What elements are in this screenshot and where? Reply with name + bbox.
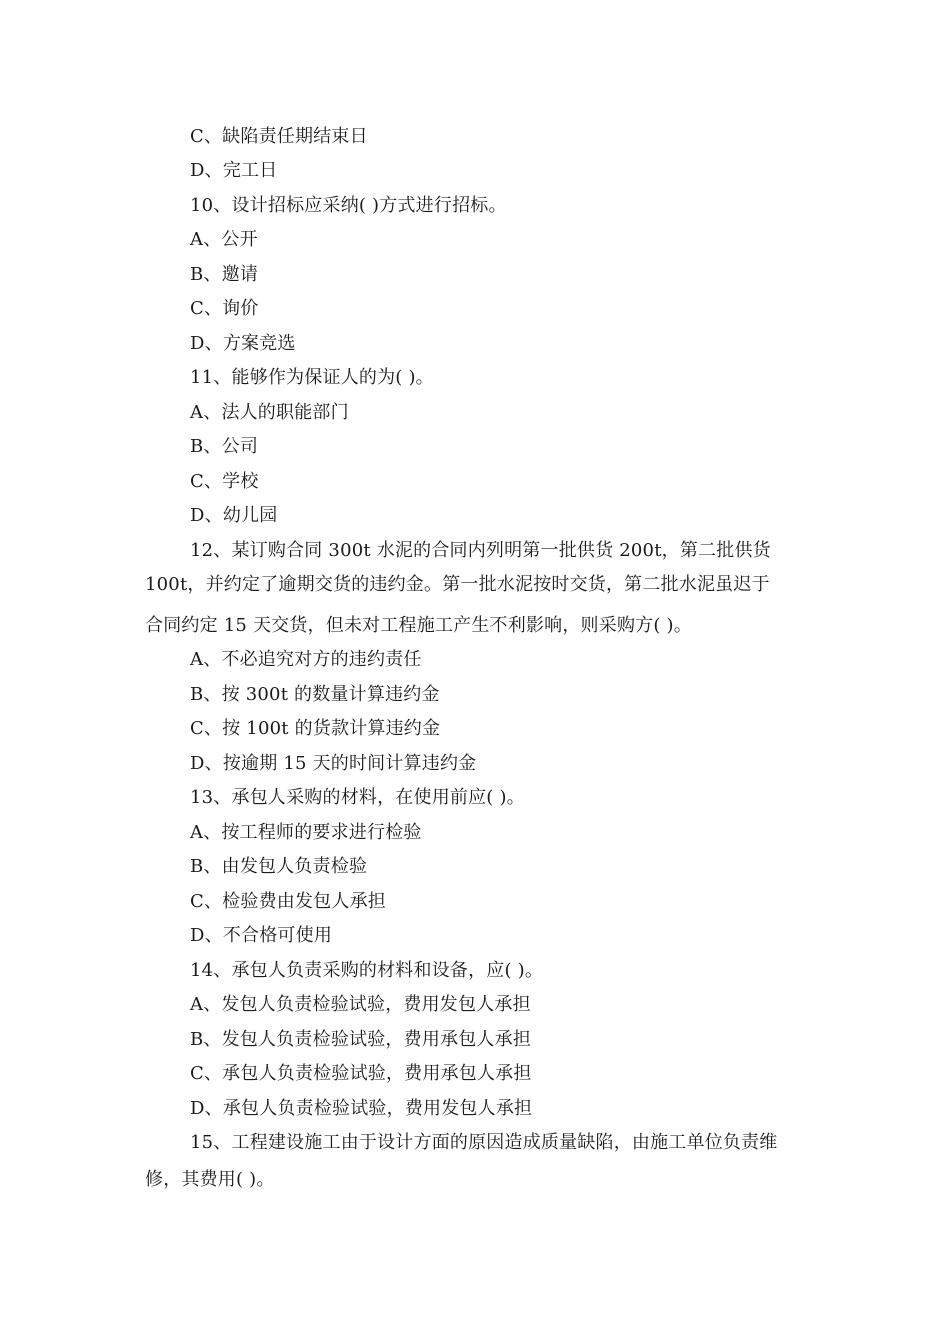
question-14: 14、承包人负责采购的材料和设备，应( )。 bbox=[190, 960, 544, 981]
question-12-line-3: 合同约定 15 天交货，但未对工程施工产生不利影响，则采购方( )。 bbox=[145, 615, 692, 636]
option-9c: C、缺陷责任期结束日 bbox=[190, 126, 368, 147]
option-14b: B、发包人负责检验试验，费用承包人承担 bbox=[190, 1029, 532, 1050]
option-12c: C、按 100t 的货款计算违约金 bbox=[190, 718, 441, 739]
option-14c: C、承包人负责检验试验，费用承包人承担 bbox=[190, 1063, 532, 1084]
question-11: 11、能够作为保证人的为( )。 bbox=[190, 367, 434, 388]
option-13b: B、由发包人负责检验 bbox=[190, 856, 368, 877]
option-10b: B、邀请 bbox=[190, 264, 259, 285]
option-10c: C、询价 bbox=[190, 298, 259, 319]
option-12d: D、按逾期 15 天的时间计算违约金 bbox=[190, 753, 477, 774]
option-13c: C、检验费由发包人承担 bbox=[190, 891, 386, 912]
option-13d: D、不合格可使用 bbox=[190, 925, 333, 946]
question-12-line-1: 12、某订购合同 300t 水泥的合同内列明第一批供货 200t，第二批供货 bbox=[190, 540, 771, 561]
option-11d: D、幼儿园 bbox=[190, 505, 278, 526]
option-12a: A、不必追究对方的违约责任 bbox=[190, 649, 422, 670]
option-11a: A、法人的职能部门 bbox=[190, 402, 349, 423]
option-9d: D、完工日 bbox=[190, 160, 278, 181]
question-10: 10、设计招标应采纳( )方式进行招标。 bbox=[190, 195, 507, 216]
question-15-line-1: 15、工程建设施工由于设计方面的原因造成质量缺陷，由施工单位负责维 bbox=[190, 1132, 778, 1153]
question-15-line-2: 修，其费用( )。 bbox=[145, 1169, 275, 1190]
option-14d: D、承包人负责检验试验，费用发包人承担 bbox=[190, 1098, 533, 1119]
option-10a: A、公开 bbox=[190, 229, 258, 250]
option-10d: D、方案竞选 bbox=[190, 333, 296, 354]
question-13: 13、承包人采购的材料，在使用前应( )。 bbox=[190, 787, 525, 808]
question-12-line-2: 100t，并约定了逾期交货的违约金。第一批水泥按时交货，第二批水泥虽迟于 bbox=[145, 574, 770, 595]
option-14a: A、发包人负责检验试验，费用发包人承担 bbox=[190, 994, 531, 1015]
option-12b: B、按 300t 的数量计算违约金 bbox=[190, 684, 440, 705]
option-11c: C、学校 bbox=[190, 471, 259, 492]
option-11b: B、公司 bbox=[190, 436, 259, 457]
option-13a: A、按工程师的要求进行检验 bbox=[190, 822, 422, 843]
